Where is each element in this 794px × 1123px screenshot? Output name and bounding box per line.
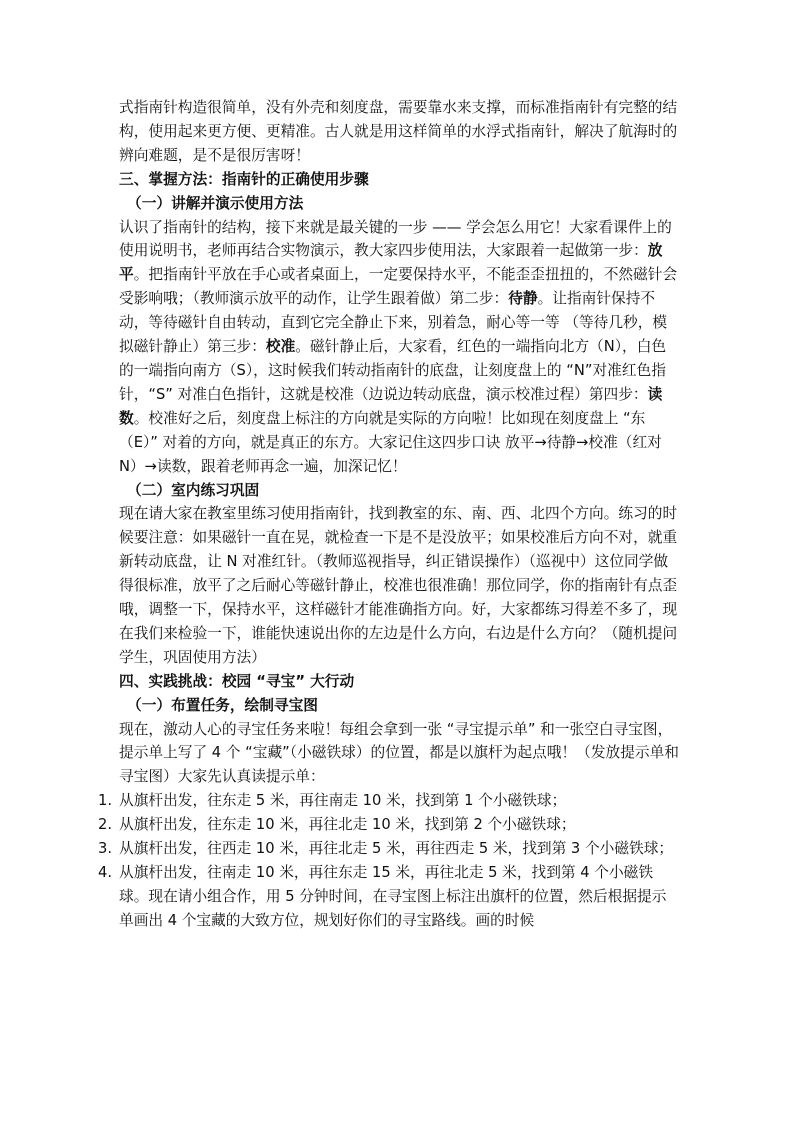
- list-item: [98, 861, 679, 933]
- step-text: 。把指南针平放在手心或者桌面上，一定要保持水平，不能歪歪扭扭的，不然磁针会受影响哦；（教师演示放平的动作，让学生跟着做）第二步：: [119, 266, 678, 308]
- list-number: 1.: [98, 792, 113, 810]
- section-4-1-heading: （一）布置任务，绘制寻宝图: [127, 696, 318, 714]
- step-text: 。校准好之后，刻度盘上标注的方向就是实际的方向啦！比如现在刻度盘上 “东（E）” 对着的方向，就是真正的东方。大家记住这四步口诀 放平→待静→校准（红对 N）→读数，跟着老师再念一遍，加深记忆！: [119, 409, 662, 475]
- section-3-2-heading: （二）室内练习巩固: [127, 481, 260, 499]
- list-item-text: 从旗杆出发，往南走 10 米，再往东走 15 米，再往北走 5 米，找到第 4 个小磁铁球。现在请小组合作，用 5 分钟时间，在寻宝图上标注出旗杆的位置，然后根据提示单画出 4 个宝藏的大致方位，规划好你们的寻宝路线。画的时候: [119, 864, 667, 929]
- document-page: [98, 96, 679, 933]
- list-item: [98, 813, 679, 837]
- section-4-heading: 四、实践挑战：校园 “寻宝” 大行动: [119, 672, 355, 690]
- section-3-1-paragraph: [119, 216, 679, 479]
- list-item: [98, 837, 679, 861]
- step-text: 。让指南针保持不动，等待磁针自由转动，直到它完全静止下来，别着急，耐心等一等 （等待几秒，模拟磁针静止）第三步：: [119, 290, 668, 356]
- section-4-1-paragraph: 现在，激动人心的寻宝任务来啦！每组会拿到一张 “寻宝提示单” 和一张空白寻宝图，提示单上写了 4 个 “宝藏”（小磁铁球）的位置，都是以旗杆为起点哦！（发放提示单和寻宝图）大家先认真读提示单：: [119, 720, 679, 786]
- list-number: 4.: [98, 864, 113, 881]
- step-keyword: 待静: [508, 290, 538, 308]
- list-number: 3.: [98, 840, 113, 858]
- task-list: [98, 789, 679, 932]
- list-item-text: 从旗杆出发，往东走 10 米，再往北走 10 米，找到第 2 个小磁铁球；: [119, 816, 576, 834]
- step-keyword: 放平: [119, 242, 663, 284]
- list-number: 2.: [98, 816, 113, 834]
- list-item: [98, 789, 679, 813]
- section-3-heading: 三、掌握方法：指南针的正确使用步骤: [119, 170, 369, 188]
- section-3-2-paragraph: 现在请大家在教室里练习使用指南针，找到教室的东、南、西、北四个方向。练习的时候要注意：如果磁针一直在晃，就检查一下是不是没放平；如果校准后方向不对，就重新转动底盘，让 N 对准红针。（教师巡视指导，纠正错误操作）（巡视中）这位同学做得很标准，放平了之后耐心等磁针静止，校准也很准确！那位同学，你的指南针有点歪哦，调整一下，保持水平，这样磁针才能准确指方向。好，大家都练习得差不多了，现在我们来检验一下，谁能快速说出你的左边是什么方向，右边是什么方向？（随机提问学生，巩固使用方法）: [119, 505, 678, 666]
- step-keyword: 校准: [265, 338, 296, 356]
- intro-paragraph: 式指南针构造很简单，没有外壳和刻度盘，需要靠水来支撑，而标准指南针有完整的结构，使用起来更方便、更精准。古人就是用这样简单的水浮式指南针，解决了航海时的辨向难题，是不是很厉害呀！: [119, 99, 678, 164]
- step-keyword: 读数: [119, 385, 663, 427]
- list-item-text: 从旗杆出发，往西走 10 米，再往北走 5 米，再往西走 5 米，找到第 3 个小磁铁球；: [119, 840, 674, 858]
- step-text: 认识了指南针的结构，接下来就是最关键的一步 —— 学会怎么用它！大家看课件上的使用说明书，老师再结合实物演示，教大家四步使用法，大家跟着一起做第一步：: [119, 218, 672, 260]
- list-item-text: 从旗杆出发，往东走 5 米，再往南走 10 米，找到第 1 个小磁铁球；: [119, 792, 567, 810]
- section-3-1-heading: （一）讲解并演示使用方法: [127, 194, 304, 212]
- step-text: 。磁针静止后，大家看，红色的一端指向北方（N），白色的一端指向南方（S），这时候我们转动指南针的底盘，让刻度盘上的 “N”对准红色指针，“S” 对准白色指针，这就是校准（边说边转动底盘，演示校准过程）第四步：: [119, 338, 667, 403]
